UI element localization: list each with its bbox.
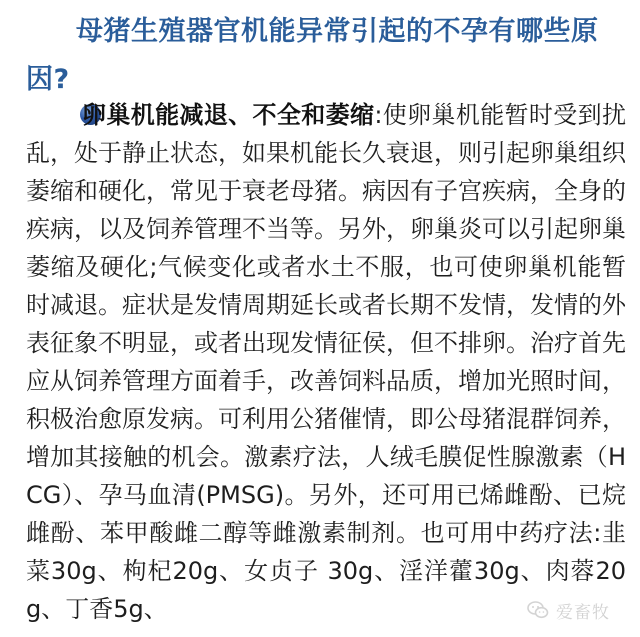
paragraph-body: :使卵巢机能暂时受到扰乱，处于静止状态，如果机能长久衰退，则引起卵巢组织萎缩和硬化，常见于衰老母猪。病因有子宫疾病，全身的疾病，以及饲养管理不当等。另外，卵巢炎可以引起卵巢萎缩及硬化;气候变化或者水土不服，也可使卵巢机能暂时减退。症状是发情周期延长或者长期不发情，发情的外表征象不明显，或者出现发情征侯，但不排卵。治疗首先应从饲养管理方面着手，改善饲料品质，增加光照时间，积极治愈原发病。可利用公猪催情，即公母猪混群饲养， 增加其接触的机会。激素疗法，人绒毛膜促性腺激素（HCG）、孕马血清(PMSG)。另外，还可用已烯雌酚、已烷雌酚、苯甲酸雌二醇等雌激素制剂。也可用中药疗法:韭菜30g、枸杞20g、女贞子 30g、淫洋藿30g、肉蓉20g、丁香5g、 <box>26 101 626 623</box>
watermark-text: 爱畜牧 <box>556 602 610 623</box>
paragraph-lead: 卵巢机能减退、不全和萎缩 <box>82 101 375 129</box>
article-title: 母猪生殖器官机能异常引起的不孕有哪些原因? <box>26 16 599 95</box>
article-paragraph <box>26 96 626 628</box>
wechat-icon <box>526 598 550 622</box>
watermark <box>526 590 636 630</box>
